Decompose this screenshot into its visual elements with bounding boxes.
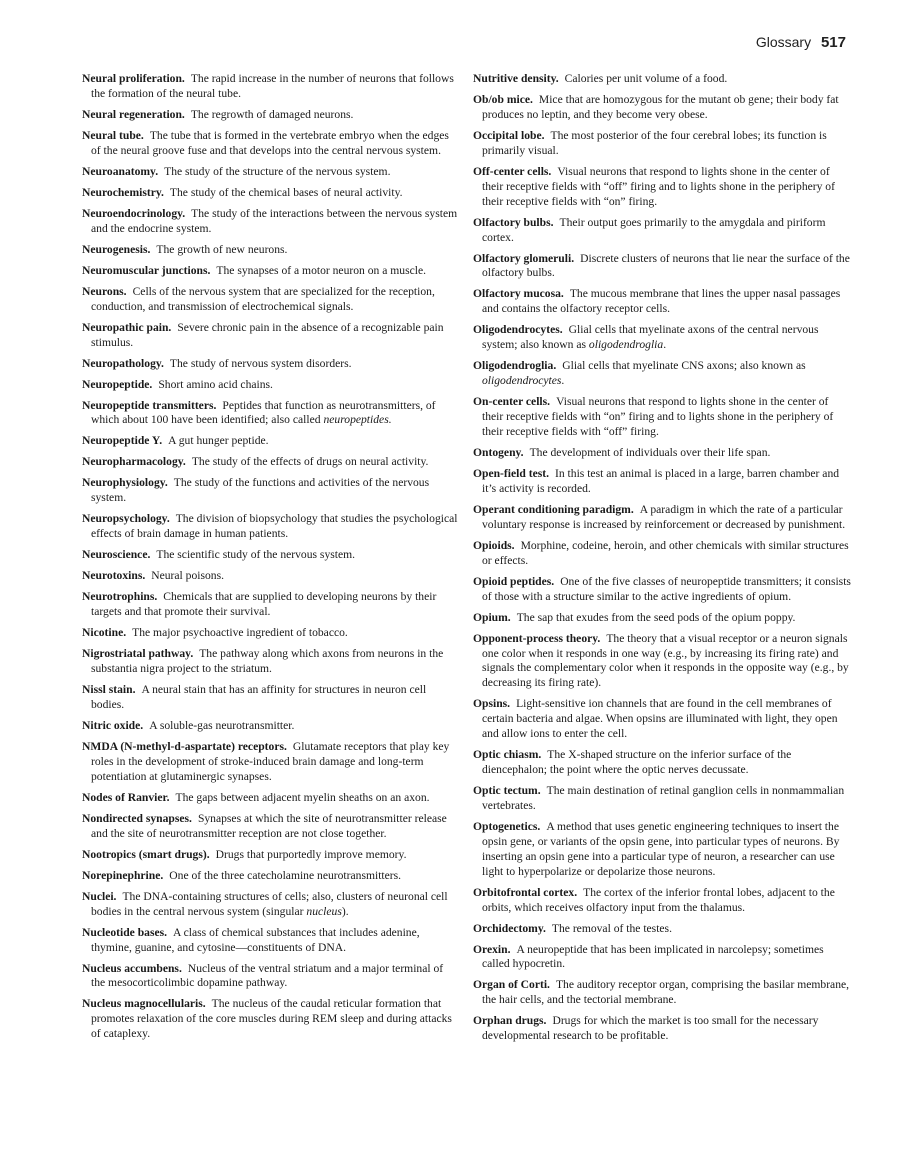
glossary-term: Neural tube.: [82, 128, 144, 142]
glossary-term: Optic tectum.: [473, 784, 541, 798]
glossary-entry: [82, 869, 458, 884]
glossary-entry: [473, 697, 851, 742]
glossary-term: Neurogenesis.: [82, 242, 151, 256]
glossary-term: Nissl stain.: [82, 683, 136, 697]
glossary-entry: [473, 1014, 851, 1044]
glossary-definition: Short amino acid chains.: [158, 377, 273, 391]
glossary-entry: [82, 997, 458, 1042]
glossary-term: Oligodendroglia.: [473, 359, 557, 373]
running-header: [756, 34, 846, 51]
glossary-term: Nucleotide bases.: [82, 925, 168, 939]
glossary-entry: [473, 611, 851, 626]
glossary-entry: [82, 186, 458, 201]
glossary-term: Optic chiasm.: [473, 748, 542, 762]
glossary-definition: Discrete clusters of neurons that lie near the surface of the olfactory bulbs.: [482, 251, 850, 280]
glossary-definition: A class of chemical substances that includes adenine, thymine, guanine, and cytosine—constituents of DNA.: [91, 925, 420, 954]
glossary-term: Neuropathic pain.: [82, 320, 172, 334]
glossary-definition: The mucous membrane that lines the upper nasal passages and contains the olfactory receptor cells.: [482, 287, 841, 316]
glossary-term: Oligodendrocytes.: [473, 323, 563, 337]
glossary-entry: [82, 434, 458, 449]
glossary-definition: The nucleus of the caudal reticular formation that promotes relaxation of the core muscles during REM sleep and during attacks of cataplexy.: [91, 997, 452, 1041]
glossary-term: Olfactory glomeruli.: [473, 251, 575, 265]
glossary-entry: [82, 962, 458, 992]
glossary-definition: The growth of new neurons.: [156, 242, 288, 256]
glossary-term: Orexin.: [473, 942, 511, 956]
glossary-entry: [82, 890, 458, 920]
glossary-term: Optogenetics.: [473, 819, 541, 833]
glossary-term: Nootropics (smart drugs).: [82, 847, 210, 861]
glossary-definition: The study of the functions and activities of the nervous system.: [91, 476, 430, 505]
glossary-definition: Glutamate receptors that play key roles in the development of stroke-induced brain damage and long-term potentiation at glutaminergic synapses.: [91, 739, 450, 783]
glossary-definition: The theory that a visual receptor or a neuron signals one color when it responds in one way (e.g., by increasing its firing rate) and signals the complementary color when it responds in the opposite way (e.g., by decreasing its firing rate).: [482, 631, 849, 690]
glossary-term: Operant conditioning paradigm.: [473, 502, 634, 516]
glossary-term: Nodes of Ranvier.: [82, 790, 170, 804]
glossary-definition: Light-sensitive ion channels that are found in the cell membranes of certain bacteria and algae. When opsins are illuminated with light, they open and allow ions to enter the cell.: [482, 697, 838, 741]
glossary-definition: Cells of the nervous system that are specialized for the reception, conduction, and transmission of electrochemical signals.: [91, 284, 435, 313]
glossary-term: NMDA (N-methyl-d-aspartate) receptors.: [82, 739, 287, 753]
glossary-entry: [82, 476, 458, 506]
glossary-term: Neuroendocrinology.: [82, 206, 186, 220]
glossary-entry: [82, 548, 458, 563]
glossary-definition: The scientific study of the nervous system.: [156, 548, 356, 562]
glossary-entry: [82, 72, 458, 102]
glossary-term: Olfactory bulbs.: [473, 215, 554, 229]
glossary-entry: [82, 285, 458, 315]
glossary-entry: [473, 252, 851, 282]
glossary-term: Nutritive density.: [473, 72, 559, 85]
glossary-definition: Visual neurons that respond to lights shone in the center of their receptive fields with “on” firing and to lights shone in the periphery of their receptive fields with “off” firing.: [482, 395, 834, 438]
glossary-term: Nucleus accumbens.: [82, 961, 182, 975]
glossary-term: Organ of Corti.: [473, 978, 550, 992]
glossary-definition: Calories per unit volume of a food.: [564, 72, 728, 85]
glossary-entry: [82, 569, 458, 584]
glossary-term: Neuropeptide transmitters.: [82, 398, 217, 412]
glossary-definition: Mice that are homozygous for the mutant ob gene; their body fat produces no leptin, and they become very obese.: [482, 93, 839, 121]
glossary-term: Neuropeptide Y.: [82, 434, 163, 448]
glossary-term: On-center cells.: [473, 395, 551, 409]
glossary-entry: [82, 512, 458, 542]
glossary-definition: Glial cells that myelinate CNS axons; also known as: [562, 359, 806, 373]
glossary-definition-italic: oligodendroglia: [588, 338, 664, 352]
glossary-entry: [82, 647, 458, 677]
glossary-entry: [473, 922, 851, 937]
glossary-term: Olfactory mucosa.: [473, 287, 564, 301]
glossary-term: Neuroanatomy.: [82, 164, 159, 178]
glossary-definition-tail: .: [561, 374, 565, 388]
glossary-term: Nucleus magnocellularis.: [82, 997, 206, 1011]
glossary-entry: [473, 359, 851, 389]
glossary-term: Neurons.: [82, 284, 127, 298]
glossary-definition: The main destination of retinal ganglion cells in nonmammalian vertebrates.: [482, 784, 845, 812]
glossary-definition: Their output goes primarily to the amygdala and piriform cortex.: [482, 215, 826, 244]
glossary-term: Off-center cells.: [473, 164, 552, 178]
glossary-entry: [473, 72, 851, 87]
glossary-definition-italic: nucleus: [306, 904, 342, 918]
glossary-entry: [82, 165, 458, 180]
glossary-entry: [473, 575, 851, 605]
glossary-entry: [473, 886, 851, 916]
glossary-entry: [473, 395, 851, 440]
header-section-title: Glossary: [755, 34, 812, 50]
glossary-entry: [82, 926, 458, 956]
glossary-term: Opsins.: [473, 697, 511, 711]
glossary-definition: The division of biopsychology that studies the psychological effects of brain damage in human patients.: [91, 512, 458, 541]
glossary-term: Opioid peptides.: [473, 574, 555, 588]
glossary-definition: The study of the structure of the nervous system.: [164, 164, 391, 178]
glossary-entry: [473, 93, 851, 123]
glossary-definition: Drugs that purportedly improve memory.: [215, 847, 407, 861]
glossary-term: Neuroscience.: [82, 548, 151, 562]
glossary-definition: The study of the interactions between the nervous system and the endocrine system.: [91, 206, 458, 235]
glossary-entry: [82, 626, 458, 641]
glossary-column-right: [473, 72, 851, 1050]
glossary-definition: The rapid increase in the number of neurons that follows the formation of the neural tube.: [91, 72, 454, 100]
glossary-definition: A soluble-gas neurotransmitter.: [149, 718, 295, 732]
glossary-definition: The tube that is formed in the vertebrate embryo when the edges of the neural groove fuse and that develops into the central nervous system.: [91, 128, 449, 157]
glossary-definition: The major psychoactive ingredient of tobacco.: [132, 626, 348, 640]
glossary-definition: Drugs for which the market is too small for the necessary developmental research to be profitable.: [482, 1014, 819, 1043]
glossary-term: Opponent-process theory.: [473, 631, 601, 645]
glossary-entry: [473, 287, 851, 317]
glossary-term: Neuropharmacology.: [82, 455, 186, 469]
glossary-entry: [82, 683, 458, 713]
glossary-entry: [82, 455, 458, 470]
glossary-definition: The development of individuals over their life span.: [529, 445, 771, 459]
glossary-entry: [82, 590, 458, 620]
glossary-entry: [82, 108, 458, 123]
glossary-entry: [82, 740, 458, 785]
glossary-definition: The X-shaped structure on the inferior surface of the diencephalon; the point where the optic nerves decussate.: [482, 748, 792, 777]
glossary-entry: [82, 357, 458, 372]
glossary-definition: A neuropeptide that has been implicated in narcolepsy; sometimes called hypocretin.: [482, 942, 824, 971]
glossary-definition: In this test an animal is placed in a large, barren chamber and it’s activity is recorded.: [482, 466, 840, 495]
glossary-definition: The study of the effects of drugs on neural activity.: [191, 455, 429, 469]
glossary-term: Ob/ob mice.: [473, 93, 533, 106]
glossary-definition: The synapses of a motor neuron on a muscle.: [216, 263, 427, 277]
glossary-term: Neuromuscular junctions.: [82, 263, 211, 277]
glossary-term: Orbitofrontal cortex.: [473, 885, 578, 899]
glossary-definition: Nucleus of the ventral striatum and a major terminal of the mesocorticolimbic dopamine pathway.: [91, 961, 444, 990]
glossary-definition: The regrowth of damaged neurons.: [190, 107, 354, 121]
glossary-term: Nicotine.: [82, 626, 127, 640]
glossary-entry: [473, 129, 851, 159]
glossary-term: Neurochemistry.: [82, 185, 164, 199]
glossary-entry: [473, 446, 851, 461]
glossary-definition: Synapses at which the site of neurotransmitter release and the site of neurotransmitter reception are not close together.: [91, 811, 447, 840]
glossary-definition: Peptides that function as neurotransmitters, of which about 100 have been identified; also called: [91, 398, 436, 427]
glossary-entry: [473, 323, 851, 353]
glossary-term: Orchidectomy.: [473, 921, 546, 935]
glossary-term: Neurophysiology.: [82, 476, 168, 490]
glossary-entry: [473, 943, 851, 973]
glossary-entry: [82, 791, 458, 806]
glossary-term: Nondirected synapses.: [82, 811, 192, 825]
glossary-term: Neurotrophins.: [82, 590, 158, 604]
glossary-definition: The study of nervous system disorders.: [169, 356, 352, 370]
glossary-term: Opium.: [473, 610, 511, 624]
glossary-term: Neuropeptide.: [82, 377, 153, 391]
glossary-entry: [473, 784, 851, 814]
glossary-definition: The auditory receptor organ, comprising the basilar membrane, the hair cells, and the tectorial membrane.: [482, 978, 850, 1007]
glossary-definition: The DNA-containing structures of cells; also, clusters of neuronal cell bodies in the central nervous system (singular: [91, 889, 448, 918]
glossary-definition: The cortex of the inferior frontal lobes, adjacent to the orbits, which receives olfactory input from the thalamus.: [482, 885, 835, 914]
glossary-definition: Morphine, codeine, heroin, and other chemicals with similar structures or effects.: [482, 538, 849, 567]
glossary-term: Open-field test.: [473, 466, 549, 480]
glossary-term: Neurotoxins.: [82, 569, 146, 583]
glossary-entry: [473, 748, 851, 778]
glossary-definition-italic: neuropeptides.: [323, 413, 392, 427]
glossary-definition-tail: ).: [341, 904, 349, 918]
glossary-column-left: [82, 72, 458, 1048]
glossary-entry: [82, 812, 458, 842]
glossary-definition: A method that uses genetic engineering techniques to insert the opsin gene, or variants of the opsin gene, into particular types of neurons. By inserting an opsin gene into a particular type of neuron, a researcher can use light to hyperpolarize or depolarize those neurons.: [482, 819, 840, 878]
glossary-entry: [82, 129, 458, 159]
glossary-term: Neuropathology.: [82, 356, 164, 370]
glossary-entry: [473, 503, 851, 533]
glossary-term: Nitric oxide.: [82, 718, 144, 732]
glossary-term: Occipital lobe.: [473, 128, 545, 142]
glossary-definition: Visual neurons that respond to lights shone in the center of their receptive fields with “off” firing and to lights shone in the periphery of their receptive fields with “on” firing.: [482, 164, 835, 208]
glossary-entry: [473, 820, 851, 880]
glossary-entry: [82, 264, 458, 279]
glossary-definition: A neural stain that has an affinity for structures in neuron cell bodies.: [91, 683, 427, 711]
glossary-definition-italic: oligodendrocytes: [482, 374, 562, 388]
glossary-entry: [82, 243, 458, 258]
glossary-definition: A gut hunger peptide.: [168, 434, 269, 448]
glossary-entry: [473, 978, 851, 1008]
glossary-definition-tail: .: [663, 338, 667, 352]
glossary-definition: The gaps between adjacent myelin sheaths on an axon.: [175, 790, 430, 804]
page-number: 517: [820, 34, 846, 51]
glossary-entry: [82, 207, 458, 237]
glossary-entry: [473, 165, 851, 210]
glossary-entry: [82, 378, 458, 393]
glossary-term: Ontogeny.: [473, 445, 524, 459]
glossary-entry: [82, 399, 458, 429]
glossary-term: Norepinephrine.: [82, 868, 164, 882]
glossary-definition: The most posterior of the four cerebral lobes; its function is primarily visual.: [482, 128, 827, 157]
glossary-definition: The removal of the testes.: [551, 921, 672, 935]
glossary-entry: [82, 719, 458, 734]
glossary-entry: [473, 539, 851, 569]
glossary-term: Opioids.: [473, 538, 515, 552]
glossary-definition: The study of the chemical bases of neural activity.: [169, 185, 403, 199]
glossary-definition: The sap that exudes from the seed pods of the opium poppy.: [516, 610, 796, 624]
glossary-definition: A paradigm in which the rate of a particular voluntary response is increased by reinforcement or decreased by punishment.: [482, 502, 846, 531]
glossary-term: Nigrostriatal pathway.: [82, 647, 194, 661]
glossary-definition: One of the five classes of neuropeptide transmitters; it consists of those with a structure similar to the active ingredients of opium.: [482, 574, 851, 603]
glossary-definition: Neural poisons.: [151, 569, 225, 583]
glossary-definition: The pathway along which axons from neurons in the substantia nigra project to the striatum.: [91, 647, 444, 676]
glossary-term: Neural regeneration.: [82, 107, 185, 121]
glossary-entry: [82, 848, 458, 863]
glossary-term: Neuropsychology.: [82, 512, 170, 526]
glossary-entry: [473, 216, 851, 246]
glossary-term: Neural proliferation.: [82, 72, 185, 85]
glossary-entry: [473, 467, 851, 497]
glossary-entry: [473, 632, 851, 692]
glossary-definition: One of the three catecholamine neurotransmitters.: [169, 868, 402, 882]
glossary-definition: Glial cells that myelinate axons of the central nervous system; also known as: [482, 323, 819, 352]
glossary-definition: Severe chronic pain in the absence of a recognizable pain stimulus.: [91, 320, 444, 349]
glossary-term: Nuclei.: [82, 889, 117, 903]
glossary-entry: [82, 321, 458, 351]
glossary-term: Orphan drugs.: [473, 1014, 547, 1028]
glossary-definition: Chemicals that are supplied to developing neurons by their targets and that promote their survival.: [91, 590, 437, 619]
